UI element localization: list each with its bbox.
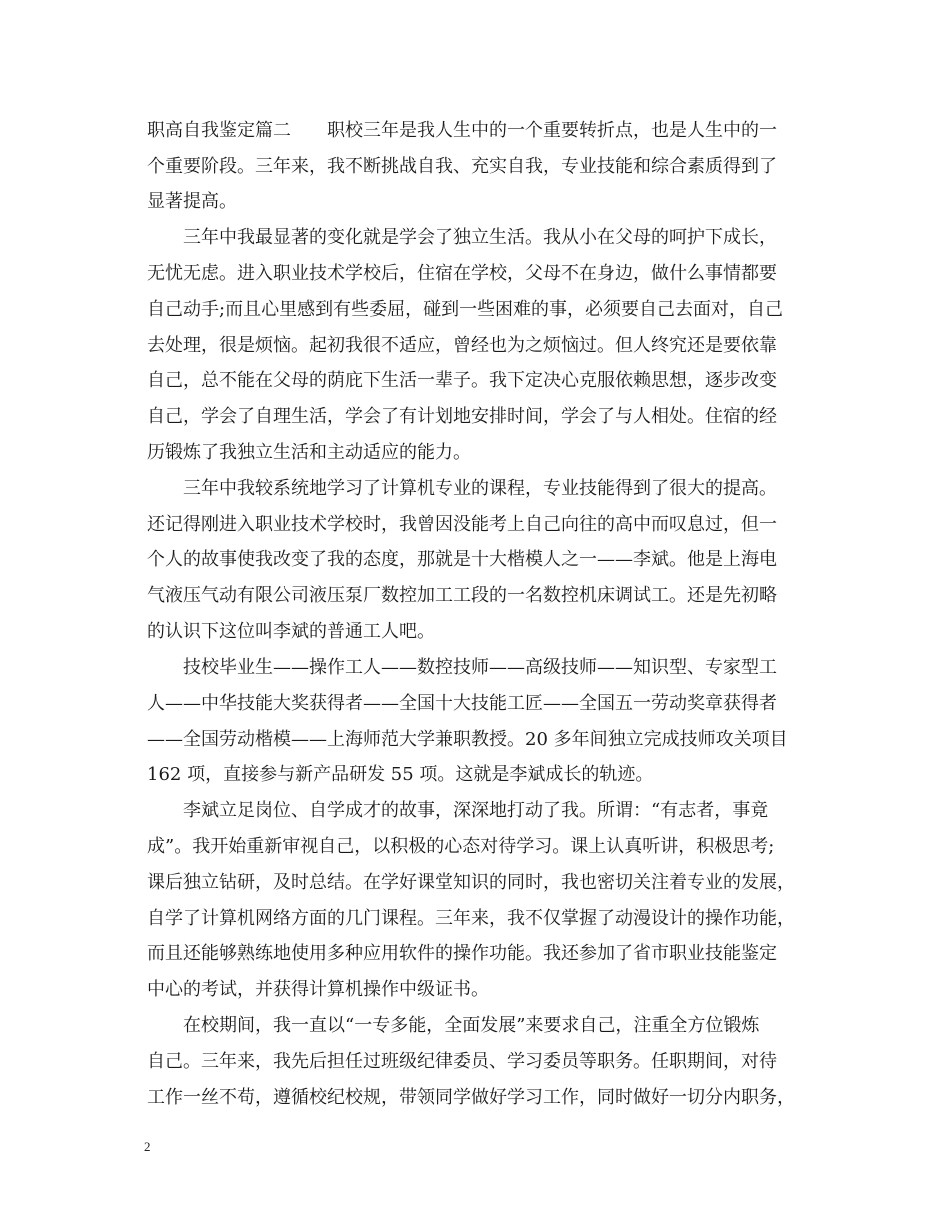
- text-line: ——全国劳动楷模——上海师范大学兼职教授。20 多年间独立完成技师攻关项目: [147, 729, 788, 750]
- text-line: 工作一丝不苟，遵循校纪校规，带领同学做好学习工作，同时做好一切分内职务，: [147, 1087, 795, 1108]
- text-line: 中心的考试，并获得计算机操作中级证书。: [147, 979, 489, 1000]
- text-line: 自己。三年来，我先后担任过班级纪律委员、学习委员等职务。任职期间，对待: [147, 1051, 777, 1072]
- text-line: 三年中我最显著的变化就是学会了独立生活。我从小在父母的呵护下成长，: [147, 227, 777, 248]
- text-line: 技校毕业生——操作工人——数控技师——高级技师——知识型、专家型工: [147, 657, 777, 678]
- text-line: 三年中我较系统地学习了计算机专业的课程，专业技能得到了很大的提高。: [147, 478, 777, 499]
- text-line: 职高自我鉴定篇二 职校三年是我人生中的一个重要转折点，也是人生中的一: [147, 120, 777, 141]
- text-line: 的认识下这位叫李斌的普通工人吧。: [147, 621, 435, 642]
- text-line: 个人的故事使我改变了我的态度，那就是十大楷模人之一——李斌。他是上海电: [147, 549, 777, 570]
- text-line: 自己，学会了自理生活，学会了有计划地安排时间，学会了与人相处。住宿的经: [147, 406, 777, 427]
- text-line: 在校期间，我一直以“一专多能，全面发展”来要求自己，注重全方位锻炼: [147, 1015, 760, 1036]
- text-line: 个重要阶段。三年来，我不断挑战自我、充实自我，专业技能和综合素质得到了: [147, 156, 777, 177]
- text-line: 去处理，很是烦恼。起初我很不适应，曾经也为之烦恼过。但人终究还是要依靠: [147, 335, 777, 356]
- text-line: 人——中华技能大奖获得者——全国十大技能工匠——全国五一劳动奖章获得者: [147, 693, 777, 714]
- text-line: 气液压气动有限公司液压泵厂数控加工工段的一名数控机床调试工。还是先初略: [147, 585, 777, 606]
- text-line: 无忧无虑。进入职业技术学校后，住宿在学校，父母不在身边，做什么事情都要: [147, 263, 777, 284]
- text-line: 课后独立钻研，及时总结。在学好课堂知识的同时，我也密切关注着专业的发展，: [147, 872, 795, 893]
- text-line: 自学了计算机网络方面的几门课程。三年来，我不仅掌握了动漫设计的操作功能，: [147, 908, 795, 929]
- text-line: 显著提高。: [147, 191, 237, 212]
- text-line: 自己，总不能在父母的荫庇下生活一辈子。我下定决心克服依赖思想，逐步改变: [147, 370, 777, 391]
- page-number: 2: [144, 1139, 151, 1154]
- text-line: 李斌立足岗位、自学成才的故事，深深地打动了我。所谓：“有志者，事竟: [147, 800, 769, 821]
- text-line: 成”。我开始重新审视自己，以积极的心态对待学习。课上认真听讲，积极思考;: [147, 836, 775, 857]
- text-line: 162 项，直接参与新产品研发 55 项。这就是李斌成长的轨迹。: [147, 764, 654, 785]
- text-line: 历锻炼了我独立生活和主动适应的能力。: [147, 442, 471, 463]
- text-line: 而且还能够熟练地使用多种应用软件的操作功能。我还参加了省市职业技能鉴定: [147, 943, 777, 964]
- text-line: 自己动手;而且心里感到有些委屈，碰到一些困难的事，必须要自己去面对，自己: [147, 299, 784, 320]
- text-line: 还记得刚进入职业技术学校时，我曾因没能考上自己向往的高中而叹息过，但一: [147, 514, 777, 535]
